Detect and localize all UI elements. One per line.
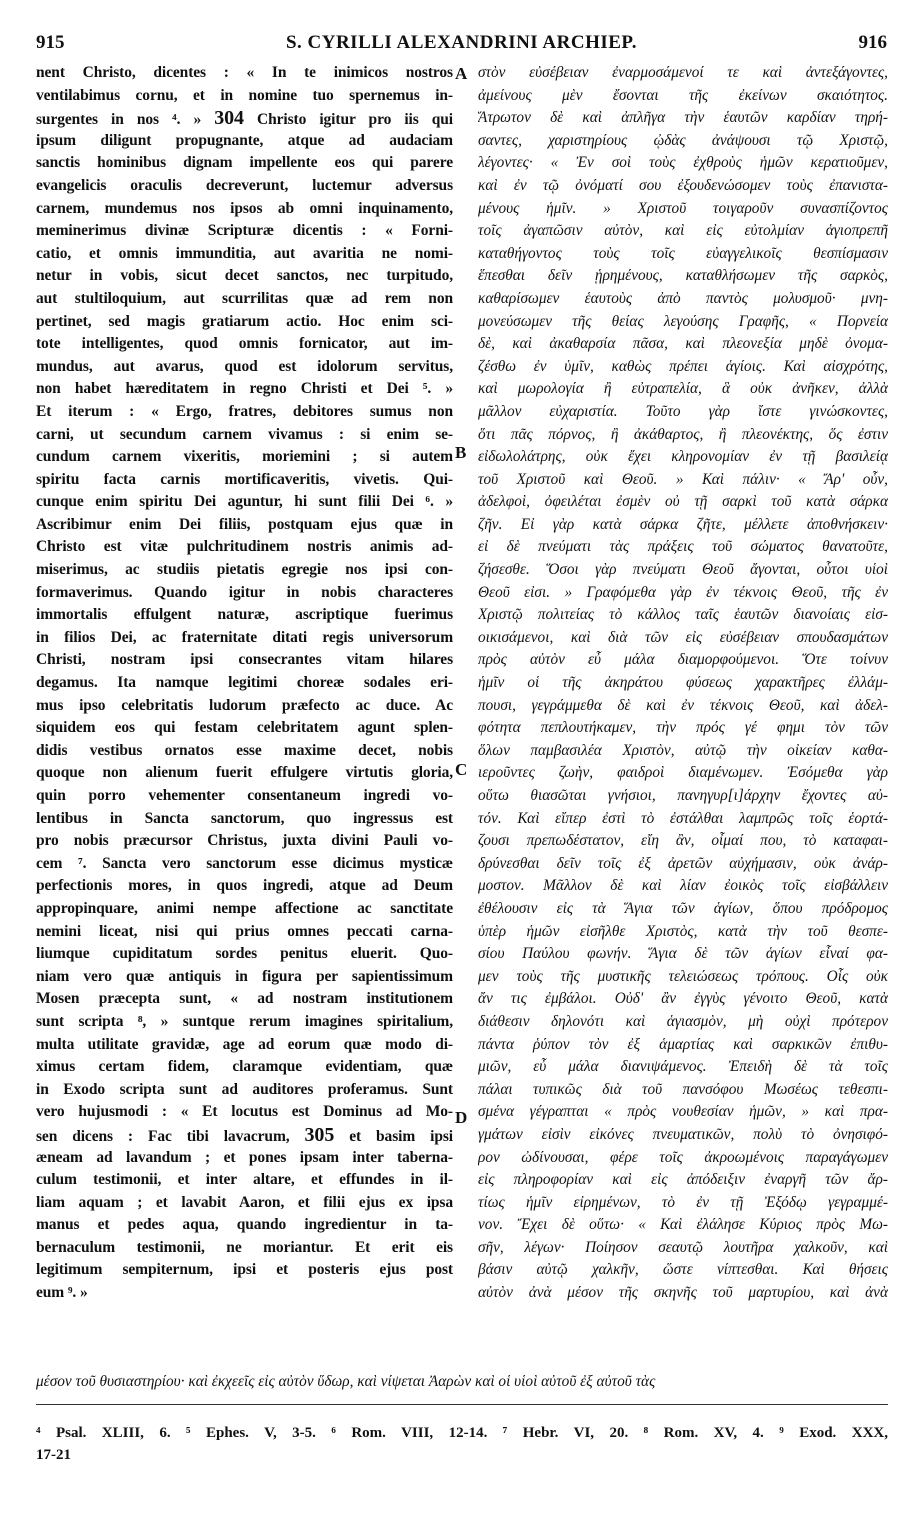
greek-line-text: ἡμῖν οἱ τῆς ἀκηράτου φύσεως χαρακτῆρες ἐλλάμ-	[478, 674, 888, 692]
page-number-left: 915	[36, 32, 65, 53]
greek-line-text: τοῦ Χριστοῦ καὶ Θεοῦ. » Καὶ πάλιν· « Ἄρ' οὖν,	[478, 470, 888, 488]
latin-line-text: nemini liceat, nisi qui prius omnes peccati carna-	[36, 922, 453, 940]
greek-line	[478, 966, 888, 989]
latin-line-text: cunque enim spiritu Dei aguntur, hi sunt filii Dei ⁶. »	[36, 493, 453, 511]
latin-line-text: pertinet, sed magis gratiarum actio. Hoc enim sci-	[36, 312, 453, 330]
greek-line	[478, 559, 888, 582]
greek-line	[478, 536, 888, 559]
latin-line-text: eum ⁹. »	[36, 1284, 88, 1302]
latin-line	[36, 152, 453, 175]
latin-line-text: sen dicens : Fac tibi lavacrum,	[36, 1127, 290, 1145]
greek-line	[478, 1124, 888, 1147]
greek-line-text: εἰδωλολάτρης, οὐκ ἔχει κληρονομίαν ἐν τῇ βασιλείᾳ	[478, 448, 888, 466]
latin-line	[36, 220, 453, 243]
latin-line	[36, 1011, 453, 1034]
greek-line	[478, 333, 888, 356]
latin-line	[36, 582, 453, 605]
footnote-divider	[36, 1404, 888, 1405]
latin-line	[36, 311, 453, 334]
latin-line-text: formaverimus. Quando igitur in nobis characteres	[36, 583, 453, 601]
greek-line	[478, 582, 888, 605]
latin-line	[36, 424, 453, 447]
latin-line-text: immortalis	[36, 606, 134, 624]
greek-line-text: ζῆν. Εἰ γὰρ κατὰ σάρκα ζῆτε, μέλλετε ἀποθνήσκειν·	[478, 515, 888, 533]
latin-line-text: quoque non alienum fuerit effulgere virtutis gloria,	[36, 764, 453, 782]
latin-line-text: Christo est vitæ pulchritudinem nostris animis ad-	[36, 538, 453, 556]
greek-line-text: τίως ἡμῖν εἰρημένων, τὸ ἐν τῇ Ἐξόδῳ γεγραμμέ-	[478, 1193, 888, 1211]
latin-line-text: niam vero quæ antiquis in figura per sapientissimum	[36, 967, 453, 985]
greek-line	[478, 152, 888, 175]
greek-line-text: διάθεσιν δηλονότι καὶ ἁγιασμὸν, μὴ οὐχὶ πρότερον	[478, 1012, 888, 1030]
greek-line-text: ζήσεσθε. Ὅσοι γὰρ πνεύματι Θεοῦ ἄγονται, οὗτοι υἱοὶ	[478, 561, 888, 579]
latin-line	[36, 1147, 453, 1170]
latin-line-text: vero hujusmodi : « Et locutus est Dominus ad Mo-	[36, 1103, 453, 1121]
greek-line	[478, 1079, 888, 1102]
greek-line	[478, 243, 888, 266]
greek-line-text: λέγοντες· « Ἐν σοὶ τοὺς ἐχθροὺς ἡμῶν κερατιοῦμεν,	[478, 154, 888, 172]
latin-line	[36, 875, 453, 898]
greek-column	[478, 62, 888, 1305]
greek-line-text: βάσιν αὐτῷ χαλκῆν, ὥστε νίπτεσθαι. Καὶ θήσεις	[478, 1261, 888, 1279]
latin-line	[36, 243, 453, 266]
latin-line-text: tote intelligentes, quod omnis fornicator, aut im-	[36, 335, 453, 353]
greek-line	[478, 311, 888, 334]
latin-line-text: naturæ, ascriptique fuerimus	[191, 606, 453, 624]
greek-line	[478, 853, 888, 876]
greek-line	[478, 1101, 888, 1124]
greek-line-text: μεν τοὺς τῆς μυστικῆς τελειώσεως τρόπους. Οἷς οὐκ	[478, 967, 888, 985]
greek-line	[478, 672, 888, 695]
greek-line	[478, 740, 888, 763]
greek-line-text: ἄν τις ἐμβάλοι. Οὐδ' ἂν ἐγγὺς γένοιτο Θεοῦ, κατὰ	[478, 990, 888, 1008]
column-number-305: 305	[304, 1123, 335, 1146]
greek-line	[478, 988, 888, 1011]
latin-line	[36, 627, 453, 650]
greek-line	[478, 717, 888, 740]
greek-line	[478, 175, 888, 198]
latin-line	[36, 514, 453, 537]
greek-line	[478, 378, 888, 401]
section-marker-b: B	[455, 443, 467, 462]
latin-line-text: catio, et omnis immunditia, aut avaritia ne nomi-	[36, 244, 453, 262]
greek-line-text: πάντα ῥύπον τὸν ἐξ ἁμαρτίας καὶ σαρκικῶν ἐπιθυ-	[478, 1035, 888, 1053]
latin-line	[36, 830, 453, 853]
greek-line	[478, 446, 888, 469]
greek-line-text: μᾶλλον εὐχαριστία. Τοῦτο γὰρ ἴστε γινώσκοντες,	[478, 402, 888, 420]
latin-line-text: manus et pedes aqua, quando ingredientur in ta-	[36, 1216, 453, 1234]
latin-line-text: æneam ad lavandum ; et pones ipsam inter taberna-	[36, 1148, 453, 1166]
greek-line	[478, 265, 888, 288]
latin-line-text: ximus certam fidem, claramque evidentiam, quæ	[36, 1058, 453, 1076]
footnotes	[36, 1422, 888, 1466]
greek-line	[478, 943, 888, 966]
greek-line-text: καὶ ἐν τῷ ὀνόματί σου ἐξουδενώσομεν τοὺς ἐπανιστα-	[478, 176, 888, 194]
greek-line	[478, 401, 888, 424]
latin-line-text: cem ⁷. Sancta vero sanctorum esse dicimus mysticæ	[36, 854, 453, 872]
latin-word: effulgent	[133, 606, 192, 624]
greek-line-text: σίου Παύλου φωνήν. Ἅγια δὲ τῶν ἁγίων εἶναί φα-	[478, 945, 888, 963]
latin-line	[36, 1214, 453, 1237]
greek-line-text: στὸν εὐσέβειαν ἐναρμοσάμενοί τε καὶ ἀντεξάγοντες,	[478, 64, 888, 81]
page-number-right: 916	[858, 32, 887, 53]
section-marker-c: C	[455, 760, 468, 779]
latin-column	[36, 62, 453, 1305]
latin-line-text: cundum carnem vixeritis, moriemini ; si autem	[36, 448, 453, 466]
latin-line	[36, 943, 453, 966]
latin-line	[36, 288, 453, 311]
footnote-line-1: ⁴ Psal. XLIII, 6. ⁵ Ephes. V, 3-5. ⁶ Rom. VIII, 12-14. ⁷ Hebr. VI, 20. ⁸ Rom. XV, 4. ⁹ Exod. XXX,	[36, 1425, 888, 1441]
latin-line	[36, 446, 453, 469]
greek-line-text: οὕτω θιασῶται γνήσιοι, πανηγυρ[ι]άρχην ἔχοντες αὐ-	[478, 787, 888, 804]
latin-line-text: perfectionis mores, in quos ingredi, atque ad Deum	[36, 877, 453, 895]
latin-line	[36, 808, 453, 831]
latin-line-text: degamus. Ita namque legitimi choreæ sodales eri-	[36, 674, 453, 692]
latin-line	[36, 1237, 453, 1260]
latin-line	[36, 356, 453, 379]
greek-line	[478, 830, 888, 853]
latin-line-text: spiritu facta carnis mortificaveritis, vivetis. Qui-	[36, 470, 453, 488]
footnote-line-2: 17-21	[36, 1447, 71, 1463]
latin-line	[36, 1034, 453, 1057]
greek-line	[478, 1259, 888, 1282]
latin-line-text: sanctis hominibus dignam impellente eos qui parere	[36, 154, 453, 172]
greek-line-text: ὅτι πᾶς πόρνος, ἢ ἀκάθαρτος, ἢ πλεονέκτης, ὅς ἐστιν	[478, 425, 888, 443]
latin-line	[36, 921, 453, 944]
latin-line-text: appropinquare, animi nempe affectione ac sanctitate	[36, 899, 453, 917]
greek-line	[478, 356, 888, 379]
latin-line	[36, 536, 453, 559]
greek-line-text: καταθήγοντος τοὺς τοῖς εὐαγγελικοῖς θεσπίσμασιν	[478, 244, 888, 262]
latin-line	[36, 469, 453, 492]
greek-line-text: δρύνεσθαι δεῖν τοῖς ἐξ ἀρετῶν αὐχήμασιν, οὐκ ἀνάρ-	[478, 854, 888, 872]
latin-line	[36, 1282, 453, 1305]
greek-line	[478, 1192, 888, 1215]
greek-line-text: μονεύσωμεν τῆς θείας λεγούσης Γραφῆς, « Πορνεία	[478, 312, 888, 330]
latin-line	[36, 695, 453, 718]
latin-line-text: non habet hæreditatem in regno Christi et Dei ⁵. »	[36, 380, 453, 398]
greek-line	[478, 1034, 888, 1057]
greek-line-text: ρον ὠδίνουσαι, φέρε τοῖς ἀκροωμένοις παραγάγωμεν	[478, 1148, 888, 1166]
greek-line	[478, 1282, 888, 1305]
latin-line-text: netur in vobis, sicut decet sanctos, nec turpitudo,	[36, 267, 453, 285]
latin-line-text: multa utilitate gravidæ, age ad eorum quæ modo di-	[36, 1035, 453, 1053]
greek-line-text: Ἄτρωτον δὲ καὶ ἀπλῆγα τὴν ἑαυτῶν καρδίαν τηρή-	[478, 109, 888, 127]
greek-line-text: φότητα πεπλουτήκαμεν, τὴν πρός γέ φημι τὸν τῶν	[478, 719, 888, 737]
latin-line-text: Et iterum : « Ergo, fratres, debitores sumus non	[36, 402, 453, 420]
latin-line-text: pro nobis præcursor Christus, juxta divini Pauli vo-	[36, 832, 453, 850]
latin-line	[36, 1169, 453, 1192]
greek-line	[478, 1011, 888, 1034]
greek-line	[478, 1056, 888, 1079]
greek-line-text: ὅλων παμβασιλέα Χριστὸν, αὐτῷ τὴν οἰκείαν καθα-	[478, 741, 888, 759]
latin-line	[36, 85, 453, 108]
latin-line-text: nent Christo, dicentes : « In te inimicos nostros	[36, 64, 453, 81]
greek-line-text: εἰς πληροφορίαν καὶ εἰς ἀπόδειξιν ἐναργῆ τῶν ἄρ-	[478, 1171, 888, 1189]
latin-line	[36, 717, 453, 740]
greek-line-text: γμάτων εἰσὶν εἰκόνες πνευματικῶν, πολὺ τὸ ὀνησιφό-	[478, 1125, 888, 1143]
latin-line	[36, 559, 453, 582]
greek-line-text: πάλαι τυπικῶς διὰ τοῦ πανσόφου Μωσέως τεθεσπι-	[478, 1080, 888, 1098]
latin-line	[36, 175, 453, 198]
greek-line	[478, 491, 888, 514]
latin-line	[36, 604, 453, 627]
latin-line-text: bernaculum testimonii, ne moriantur. Et erit eis	[36, 1238, 453, 1256]
greek-line-text: τόν. Καὶ εἴπερ ἐστὶ τὸ ἐστάλθαι λαμπρῶς τοῖς ἑορτά-	[478, 809, 888, 827]
latin-line	[36, 130, 453, 153]
greek-line	[478, 875, 888, 898]
latin-line-text: Ascribimur enim Dei filiis, postquam ejus quæ in	[36, 515, 453, 533]
latin-line-text: et basim ipsi	[349, 1127, 453, 1145]
greek-line-text: ζέσθω ἐν ὑμῖν, καθὼς πρέπει ἁγίοις. Καὶ αἰσχρότης,	[478, 357, 888, 375]
greek-line-text: δὲ, καὶ ἀκαθαρσία πᾶσα, καὶ πλεονεξία μηδὲ ὀνομα-	[478, 335, 888, 353]
latin-line-text: Christo igitur pro iis qui	[257, 111, 453, 129]
latin-line	[36, 898, 453, 921]
latin-line-text: didis vestibus ornatos esse maxime decet, nobis	[36, 741, 453, 759]
greek-line-text: οικισάμενοι, καὶ διὰ τῶν εἰς εὐσέβειαν σπουδασμάτων	[478, 628, 888, 646]
latin-line	[36, 988, 453, 1011]
greek-line	[478, 808, 888, 831]
greek-line	[478, 62, 888, 85]
latin-line	[36, 198, 453, 221]
latin-line-text: liam aquam ; et lavabit Aaron, et filii ejus ex ipsa	[36, 1193, 453, 1211]
latin-line	[36, 401, 453, 424]
greek-line-text: ιεροῦντες ζωὴν, φαιδροὶ διαμένωμεν. Ἐσόμεθα γὰρ	[478, 764, 888, 782]
latin-line-text: in filios Dei, ac fraternitate ditati regis universorum	[36, 628, 453, 646]
greek-line-text: νον. Ἔχει δὲ οὕτω· « Καὶ ἐλάλησε Κύριος πρὸς Μω-	[478, 1216, 888, 1234]
latin-line	[36, 1079, 453, 1102]
latin-line	[36, 265, 453, 288]
latin-line-text: meminerimus divinæ Scripturæ dicentis : « Forni-	[36, 222, 453, 240]
greek-line-text: τοῖς ἀγαπῶσιν αὐτὸν, καὶ εἰς εὐτολμίαν ἁγιοπρεπῆ	[478, 222, 888, 240]
latin-line	[36, 333, 453, 356]
latin-line-text: in Exodo scripta sunt ad auditores proferamus. Sunt	[36, 1080, 453, 1098]
latin-line-text: evangelicis oraculis decreverunt, luctemur adversus	[36, 176, 453, 194]
greek-line	[478, 288, 888, 311]
latin-line	[36, 1124, 453, 1147]
greek-line-text: Χριστῷ πολιτείας τὸ κάλλος ταῖς ἑαυτῶν διανοίαις εἰσ-	[478, 606, 888, 624]
greek-run-on-line: μέσον τοῦ θυσιαστηρίου· καὶ ἐκχεεῖς εἰς αὐτὸν ὕδωρ, καὶ νίψεται Ἀαρὼν καὶ οἱ υἱοὶ αὐτοῦ ἐξ αὐτοῦ τὰς	[36, 1373, 656, 1390]
greek-line	[478, 424, 888, 447]
greek-line	[478, 1237, 888, 1260]
greek-line	[478, 130, 888, 153]
greek-line-text: ζουσι πρεπωδέστατον, εἴη ἂν, οἶμαί που, τὸ καταφαι-	[478, 832, 888, 850]
greek-line-text: πρὸς αὐτὸν εὖ μάλα διαμορφούμενοι. Ὅτε τοίνυν	[478, 651, 888, 669]
greek-line-text: ἕπεσθαι δεῖν ᾑρημένους, καταθλήσωμεν τῆς σαρκὸς,	[478, 267, 888, 285]
latin-line	[36, 966, 453, 989]
greek-line-text: ὑπὲρ ἡμῶν εἰσῆλθε Χριστὸς, κατὰ τὴν τοῦ θεσπε-	[478, 922, 888, 940]
latin-line-text: Mosen præcepta sunt, « ad nostram institutionem	[36, 990, 453, 1008]
greek-line	[478, 85, 888, 108]
greek-line-text: ἀδελφοὶ, ὀφειλέται ἐσμὲν οὐ τῇ σαρκὶ τοῦ κατὰ σάρκα	[478, 493, 888, 511]
greek-line-text: μοστον. Μᾶλλον δὲ καὶ λίαν ἐοικὸς τοῖς εἰσβάλλειν	[478, 877, 888, 895]
latin-line	[36, 1259, 453, 1282]
running-title: S. CYRILLI ALEXANDRINI ARCHIEP.	[285, 32, 638, 53]
latin-line-text: surgentes in nos ⁴. »	[36, 111, 202, 129]
greek-line-text: ἐθέλουσιν εἰς τὰ Ἅγια τῶν ἁγίων, ὅπου πρόδρομος	[478, 899, 888, 917]
latin-line	[36, 1056, 453, 1079]
section-marker-a: A	[455, 64, 468, 83]
latin-line-text: siquidem eos qui festam celebritatem agunt splen-	[36, 719, 453, 737]
greek-line-text: σῆν, λέγων· Ποίησον σεαυτῷ λουτῆρα χαλκοῦν, καὶ	[478, 1238, 888, 1256]
latin-line	[36, 1192, 453, 1215]
greek-line	[478, 785, 888, 808]
latin-line	[36, 378, 453, 401]
latin-line	[36, 62, 453, 85]
latin-line-text: carnem, mundemus nos ipsos ab omni inquinamento,	[36, 199, 453, 217]
greek-line-text: μένους ἡμῖν. » Χριστοῦ τοιγαροῦν συνασπίζοντος	[478, 199, 888, 217]
greek-line-text: πουσι, γεγράμμεθα δὲ καὶ ἐν τέκνοις Θεοῦ, καὶ ἀδελ-	[478, 696, 888, 714]
greek-line	[478, 469, 888, 492]
page-header	[0, 32, 923, 60]
latin-line	[36, 1101, 453, 1124]
latin-line-text: ventilabimus cornu, et in nomine tuo spernemus in-	[36, 86, 453, 104]
latin-line-text: mus ipso celebritatis ludorum præfecto ac duce. Ac	[36, 696, 453, 714]
column-number-304: 304	[214, 107, 244, 130]
latin-line-text: liumque cupiditatum sordes penitus eluerit. Quo-	[36, 945, 453, 963]
greek-line	[478, 107, 888, 130]
latin-line-text: legitimum sempiternum, ipsi et posteris ejus post	[36, 1261, 453, 1279]
greek-line-text: μιῶν, εὖ μάλα διανιψάμενος. Ἐπειδὴ δὲ τὰ τοῖς	[478, 1058, 888, 1076]
latin-line-text: lentibus in Sancta sanctorum, quo ingressus est	[36, 809, 453, 827]
greek-line	[478, 1169, 888, 1192]
latin-line	[36, 785, 453, 808]
greek-line-text: ἀμείνους μὲν ἔσονται τῆς ἐκείνων σκαιότητος.	[478, 86, 888, 104]
latin-line-text: quin porro vehementer consentaneum ingredi vo-	[36, 787, 453, 804]
greek-line	[478, 198, 888, 221]
greek-line	[478, 220, 888, 243]
latin-line-text: sunt scripta ⁸, » suntque rerum imagines spiritalium,	[36, 1012, 453, 1030]
latin-line-text: Christi, nostram ipsi consecrantes vitam hilares	[36, 651, 453, 669]
latin-line-text: carni, ut secundum carnem vivamus : si enim se-	[36, 425, 453, 443]
section-marker-d: D	[455, 1108, 468, 1127]
latin-line	[36, 853, 453, 876]
latin-line-text: miserimus, ac studiis pietatis egregie nos ipsi con-	[36, 561, 453, 579]
latin-line	[36, 107, 453, 130]
greek-line	[478, 762, 888, 785]
latin-line	[36, 672, 453, 695]
latin-line	[36, 740, 453, 763]
greek-line-text: καὶ μωρολογία ἢ εὐτραπελία, ἃ οὐκ ἀνῆκεν, ἀλλὰ	[478, 380, 888, 398]
latin-line-text: culum testimonii, et inter altare, et effundes in il-	[36, 1171, 453, 1189]
latin-line	[36, 649, 453, 672]
greek-line-text: σμένα γέγραπται « πρὸς νουθεσίαν ἡμῶν, » καὶ πρα-	[478, 1103, 888, 1121]
greek-line	[478, 514, 888, 537]
latin-line	[36, 491, 453, 514]
greek-line-text: εἰ δὲ πνεύματι τὰς πράξεις τοῦ σώματος θανατοῦτε,	[478, 538, 888, 556]
greek-line	[478, 627, 888, 650]
latin-line-text: mundus, aut avarus, quod est idolorum servitus,	[36, 357, 453, 375]
latin-line-text: aut stultiloquium, aut scurrilitas quæ ad rem non	[36, 289, 453, 307]
greek-line	[478, 898, 888, 921]
greek-line-text: σαντες, χαριστηρίους ᾠδὰς ἀνάψουσι τῷ Χριστῷ,	[478, 131, 888, 149]
greek-line-text: αὐτὸν ἀνὰ μέσον τῆς σκηνῆς τοῦ μαρτυρίου, καὶ ἀνὰ	[478, 1284, 888, 1302]
greek-line	[478, 1214, 888, 1237]
greek-line	[478, 604, 888, 627]
greek-line	[478, 1147, 888, 1170]
greek-line-text: καθαρίσωμεν ἑαυτοὺς ἀπὸ παντὸς μολυσμοῦ· μνη-	[478, 289, 888, 307]
latin-line	[36, 762, 453, 785]
greek-line-text: Θεοῦ εἰσι. » Γραφόμεθα γὰρ ἐν τέκνοις Θεοῦ, τῆς ἐν	[478, 583, 888, 601]
greek-line	[478, 921, 888, 944]
greek-line	[478, 695, 888, 718]
latin-line-text: ipsum diligunt propugnante, atque ad audaciam	[36, 131, 453, 149]
greek-line	[478, 649, 888, 672]
